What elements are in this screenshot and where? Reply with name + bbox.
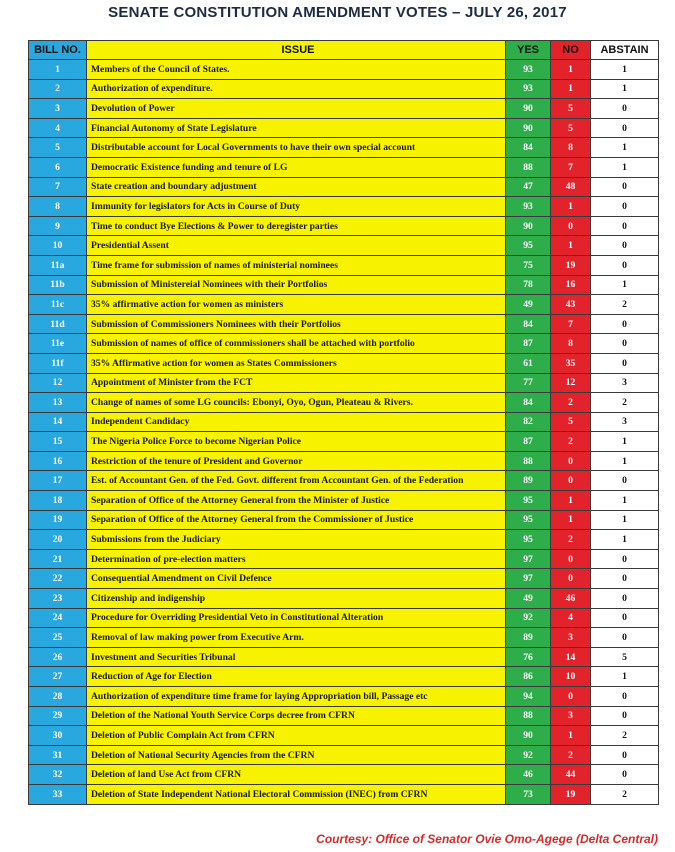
- bill-number-cell: 2: [29, 79, 87, 99]
- yes-count-cell: 73: [506, 784, 551, 804]
- table-row: [29, 197, 659, 217]
- table-row: [29, 432, 659, 452]
- no-count-cell: 0: [551, 216, 591, 236]
- issue-cell: Time frame for submission of names of ministerial nominees: [87, 255, 506, 275]
- no-count-cell: 2: [551, 530, 591, 550]
- abstain-count-cell: 0: [591, 353, 659, 373]
- table-row: [29, 314, 659, 334]
- abstain-count-cell: 0: [591, 334, 659, 354]
- yes-count-cell: 97: [506, 569, 551, 589]
- abstain-count-cell: 0: [591, 765, 659, 785]
- issue-cell: Submission of names of office of commissioners shall be attached with portfolio: [87, 334, 506, 354]
- abstain-count-cell: 0: [591, 706, 659, 726]
- votes-table: [28, 40, 659, 805]
- bill-number-cell: 5: [29, 138, 87, 158]
- abstain-count-cell: 2: [591, 726, 659, 746]
- no-count-cell: 35: [551, 353, 591, 373]
- abstain-count-cell: 0: [591, 628, 659, 648]
- abstain-count-cell: 2: [591, 295, 659, 315]
- issue-cell: Deletion of Public Complain Act from CFRN: [87, 726, 506, 746]
- no-count-cell: 8: [551, 334, 591, 354]
- yes-count-cell: 94: [506, 687, 551, 707]
- yes-count-cell: 82: [506, 412, 551, 432]
- bill-number-cell: 28: [29, 687, 87, 707]
- yes-count-cell: 49: [506, 295, 551, 315]
- issue-cell: Procedure for Overriding Presidential Veto in Constitutional Alteration: [87, 608, 506, 628]
- bill-number-cell: 20: [29, 530, 87, 550]
- issue-cell: Removal of law making power from Executive Arm.: [87, 628, 506, 648]
- abstain-count-cell: 1: [591, 157, 659, 177]
- yes-count-cell: 84: [506, 393, 551, 413]
- bill-number-cell: 13: [29, 393, 87, 413]
- no-count-cell: 4: [551, 608, 591, 628]
- header-abstain: ABSTAIN: [591, 41, 659, 60]
- issue-cell: Appointment of Minister from the FCT: [87, 373, 506, 393]
- abstain-count-cell: 0: [591, 255, 659, 275]
- header-no: NO: [551, 41, 591, 60]
- table-row: [29, 765, 659, 785]
- no-count-cell: 2: [551, 432, 591, 452]
- yes-count-cell: 95: [506, 530, 551, 550]
- abstain-count-cell: 0: [591, 687, 659, 707]
- table-row: [29, 687, 659, 707]
- yes-count-cell: 49: [506, 589, 551, 609]
- yes-count-cell: 87: [506, 432, 551, 452]
- yes-count-cell: 90: [506, 118, 551, 138]
- table-row: [29, 569, 659, 589]
- yes-count-cell: 90: [506, 99, 551, 119]
- issue-cell: Consequential Amendment on Civil Defence: [87, 569, 506, 589]
- yes-count-cell: 95: [506, 236, 551, 256]
- abstain-count-cell: 1: [591, 60, 659, 80]
- issue-cell: Deletion of State Independent National Electoral Commission (INEC) from CFRN: [87, 784, 506, 804]
- issue-cell: Determination of pre-election matters: [87, 549, 506, 569]
- table-row: [29, 510, 659, 530]
- no-count-cell: 10: [551, 667, 591, 687]
- no-count-cell: 1: [551, 79, 591, 99]
- abstain-count-cell: 1: [591, 79, 659, 99]
- no-count-cell: 7: [551, 314, 591, 334]
- issue-cell: Restriction of the tenure of President and Governor: [87, 451, 506, 471]
- table-row: [29, 236, 659, 256]
- abstain-count-cell: 3: [591, 373, 659, 393]
- issue-cell: Devolution of Power: [87, 99, 506, 119]
- issue-cell: Submissions from the Judiciary: [87, 530, 506, 550]
- table-row: [29, 726, 659, 746]
- table-row: [29, 471, 659, 491]
- yes-count-cell: 87: [506, 334, 551, 354]
- bill-number-cell: 22: [29, 569, 87, 589]
- no-count-cell: 0: [551, 549, 591, 569]
- bill-number-cell: 11e: [29, 334, 87, 354]
- abstain-count-cell: 0: [591, 471, 659, 491]
- header-yes: YES: [506, 41, 551, 60]
- bill-number-cell: 33: [29, 784, 87, 804]
- table-row: [29, 628, 659, 648]
- table-row: [29, 79, 659, 99]
- abstain-count-cell: 3: [591, 412, 659, 432]
- no-count-cell: 1: [551, 510, 591, 530]
- no-count-cell: 12: [551, 373, 591, 393]
- no-count-cell: 5: [551, 412, 591, 432]
- yes-count-cell: 46: [506, 765, 551, 785]
- no-count-cell: 5: [551, 99, 591, 119]
- issue-cell: Reduction of Age for Election: [87, 667, 506, 687]
- no-count-cell: 44: [551, 765, 591, 785]
- issue-cell: Deletion of the National Youth Service Corps decree from CFRN: [87, 706, 506, 726]
- yes-count-cell: 86: [506, 667, 551, 687]
- issue-cell: Change of names of some LG councils: Ebonyi, Oyo, Ogun, Pleateau & Rivers.: [87, 393, 506, 413]
- yes-count-cell: 93: [506, 79, 551, 99]
- no-count-cell: 8: [551, 138, 591, 158]
- bill-number-cell: 32: [29, 765, 87, 785]
- no-count-cell: 1: [551, 236, 591, 256]
- no-count-cell: 2: [551, 745, 591, 765]
- no-count-cell: 5: [551, 118, 591, 138]
- table-header-row: [29, 41, 659, 60]
- abstain-count-cell: 0: [591, 589, 659, 609]
- no-count-cell: 1: [551, 726, 591, 746]
- yes-count-cell: 89: [506, 471, 551, 491]
- abstain-count-cell: 0: [591, 549, 659, 569]
- yes-count-cell: 97: [506, 549, 551, 569]
- no-count-cell: 1: [551, 197, 591, 217]
- issue-cell: Distributable account for Local Governments to have their own special account: [87, 138, 506, 158]
- bill-number-cell: 11c: [29, 295, 87, 315]
- abstain-count-cell: 0: [591, 216, 659, 236]
- table-row: [29, 60, 659, 80]
- table-row: [29, 667, 659, 687]
- votes-table-body: [29, 60, 659, 805]
- abstain-count-cell: 0: [591, 99, 659, 119]
- bill-number-cell: 8: [29, 197, 87, 217]
- table-row: [29, 412, 659, 432]
- issue-cell: 35% Affirmative action for women as States Commissioners: [87, 353, 506, 373]
- bill-number-cell: 3: [29, 99, 87, 119]
- yes-count-cell: 61: [506, 353, 551, 373]
- issue-cell: Independent Candidacy: [87, 412, 506, 432]
- bill-number-cell: 27: [29, 667, 87, 687]
- issue-cell: Deletion of National Security Agencies from the CFRN: [87, 745, 506, 765]
- abstain-count-cell: 2: [591, 784, 659, 804]
- bill-number-cell: 18: [29, 491, 87, 511]
- yes-count-cell: 92: [506, 745, 551, 765]
- table-row: [29, 334, 659, 354]
- abstain-count-cell: 1: [591, 138, 659, 158]
- abstain-count-cell: 0: [591, 569, 659, 589]
- no-count-cell: 16: [551, 275, 591, 295]
- table-row: [29, 549, 659, 569]
- bill-number-cell: 16: [29, 451, 87, 471]
- no-count-cell: 0: [551, 451, 591, 471]
- bill-number-cell: 14: [29, 412, 87, 432]
- no-count-cell: 46: [551, 589, 591, 609]
- bill-number-cell: 11a: [29, 255, 87, 275]
- issue-cell: Authorization of expenditure time frame for laying Appropriation bill, Passage etc: [87, 687, 506, 707]
- issue-cell: Presidential Assent: [87, 236, 506, 256]
- abstain-count-cell: 0: [591, 177, 659, 197]
- yes-count-cell: 75: [506, 255, 551, 275]
- no-count-cell: 0: [551, 687, 591, 707]
- issue-cell: Immunity for legislators for Acts in Course of Duty: [87, 197, 506, 217]
- yes-count-cell: 90: [506, 726, 551, 746]
- issue-cell: Time to conduct Bye Elections & Power to deregister parties: [87, 216, 506, 236]
- table-row: [29, 745, 659, 765]
- no-count-cell: 1: [551, 60, 591, 80]
- abstain-count-cell: 0: [591, 118, 659, 138]
- no-count-cell: 19: [551, 255, 591, 275]
- table-row: [29, 393, 659, 413]
- abstain-count-cell: 0: [591, 197, 659, 217]
- bill-number-cell: 15: [29, 432, 87, 452]
- bill-number-cell: 11b: [29, 275, 87, 295]
- issue-cell: Submission of Commissioners Nominees with their Portfolios: [87, 314, 506, 334]
- no-count-cell: 7: [551, 157, 591, 177]
- issue-cell: Financial Autonomy of State Legislature: [87, 118, 506, 138]
- issue-cell: Submission of Ministereial Nominees with their Portfolios: [87, 275, 506, 295]
- table-row: [29, 216, 659, 236]
- table-row: [29, 138, 659, 158]
- issue-cell: Citizenship and indigenship: [87, 589, 506, 609]
- no-count-cell: 48: [551, 177, 591, 197]
- abstain-count-cell: 0: [591, 745, 659, 765]
- no-count-cell: 19: [551, 784, 591, 804]
- bill-number-cell: 25: [29, 628, 87, 648]
- yes-count-cell: 88: [506, 157, 551, 177]
- abstain-count-cell: 1: [591, 530, 659, 550]
- table-row: [29, 491, 659, 511]
- yes-count-cell: 78: [506, 275, 551, 295]
- issue-cell: Separation of Office of the Attorney General from the Minister of Justice: [87, 491, 506, 511]
- bill-number-cell: 17: [29, 471, 87, 491]
- no-count-cell: 14: [551, 647, 591, 667]
- bill-number-cell: 21: [29, 549, 87, 569]
- issue-cell: Investment and Securities Tribunal: [87, 647, 506, 667]
- abstain-count-cell: 1: [591, 432, 659, 452]
- bill-number-cell: 6: [29, 157, 87, 177]
- table-row: [29, 353, 659, 373]
- bill-number-cell: 24: [29, 608, 87, 628]
- no-count-cell: 3: [551, 706, 591, 726]
- abstain-count-cell: 0: [591, 236, 659, 256]
- no-count-cell: 0: [551, 471, 591, 491]
- table-row: [29, 647, 659, 667]
- yes-count-cell: 92: [506, 608, 551, 628]
- issue-cell: Democratic Existence funding and tenure of LG: [87, 157, 506, 177]
- bill-number-cell: 11d: [29, 314, 87, 334]
- issue-cell: Est. of Accountant Gen. of the Fed. Govt. different from Accountant Gen. of the Federation: [87, 471, 506, 491]
- abstain-count-cell: 0: [591, 608, 659, 628]
- yes-count-cell: 76: [506, 647, 551, 667]
- abstain-count-cell: 1: [591, 667, 659, 687]
- yes-count-cell: 88: [506, 451, 551, 471]
- bill-number-cell: 10: [29, 236, 87, 256]
- table-row: [29, 589, 659, 609]
- abstain-count-cell: 2: [591, 393, 659, 413]
- bill-number-cell: 19: [29, 510, 87, 530]
- header-issue: ISSUE: [87, 41, 506, 60]
- bill-number-cell: 31: [29, 745, 87, 765]
- yes-count-cell: 90: [506, 216, 551, 236]
- yes-count-cell: 95: [506, 491, 551, 511]
- bill-number-cell: 4: [29, 118, 87, 138]
- yes-count-cell: 93: [506, 60, 551, 80]
- bill-number-cell: 1: [29, 60, 87, 80]
- table-row: [29, 451, 659, 471]
- issue-cell: The Nigeria Police Force to become Nigerian Police: [87, 432, 506, 452]
- table-row: [29, 99, 659, 119]
- yes-count-cell: 47: [506, 177, 551, 197]
- bill-number-cell: 30: [29, 726, 87, 746]
- issue-cell: Authorization of expenditure.: [87, 79, 506, 99]
- no-count-cell: 0: [551, 569, 591, 589]
- yes-count-cell: 84: [506, 138, 551, 158]
- page-title: SENATE CONSTITUTION AMENDMENT VOTES – JULY 26, 2017: [108, 4, 567, 21]
- yes-count-cell: 84: [506, 314, 551, 334]
- table-row: [29, 118, 659, 138]
- courtesy-credit: Courtesy: Office of Senator Ovie Omo-Agege (Delta Central): [316, 832, 658, 846]
- yes-count-cell: 77: [506, 373, 551, 393]
- table-row: [29, 177, 659, 197]
- bill-number-cell: 9: [29, 216, 87, 236]
- abstain-count-cell: 5: [591, 647, 659, 667]
- abstain-count-cell: 1: [591, 510, 659, 530]
- table-row: [29, 255, 659, 275]
- header-bill-no: BILL NO.: [29, 41, 87, 60]
- table-row: [29, 784, 659, 804]
- issue-cell: Members of the Council of States.: [87, 60, 506, 80]
- yes-count-cell: 88: [506, 706, 551, 726]
- table-row: [29, 530, 659, 550]
- bill-number-cell: 23: [29, 589, 87, 609]
- bill-number-cell: 7: [29, 177, 87, 197]
- no-count-cell: 3: [551, 628, 591, 648]
- table-row: [29, 157, 659, 177]
- table-row: [29, 706, 659, 726]
- table-row: [29, 608, 659, 628]
- table-row: [29, 373, 659, 393]
- abstain-count-cell: 1: [591, 275, 659, 295]
- issue-cell: State creation and boundary adjustment: [87, 177, 506, 197]
- table-row: [29, 295, 659, 315]
- bill-number-cell: 29: [29, 706, 87, 726]
- table-row: [29, 275, 659, 295]
- no-count-cell: 1: [551, 491, 591, 511]
- abstain-count-cell: 0: [591, 314, 659, 334]
- issue-cell: Deletion of land Use Act from CFRN: [87, 765, 506, 785]
- abstain-count-cell: 1: [591, 451, 659, 471]
- bill-number-cell: 11f: [29, 353, 87, 373]
- no-count-cell: 2: [551, 393, 591, 413]
- yes-count-cell: 93: [506, 197, 551, 217]
- no-count-cell: 43: [551, 295, 591, 315]
- yes-count-cell: 89: [506, 628, 551, 648]
- bill-number-cell: 26: [29, 647, 87, 667]
- yes-count-cell: 95: [506, 510, 551, 530]
- issue-cell: Separation of Office of the Attorney General from the Commissioner of Justice: [87, 510, 506, 530]
- bill-number-cell: 12: [29, 373, 87, 393]
- issue-cell: 35% affirmative action for women as ministers: [87, 295, 506, 315]
- abstain-count-cell: 1: [591, 491, 659, 511]
